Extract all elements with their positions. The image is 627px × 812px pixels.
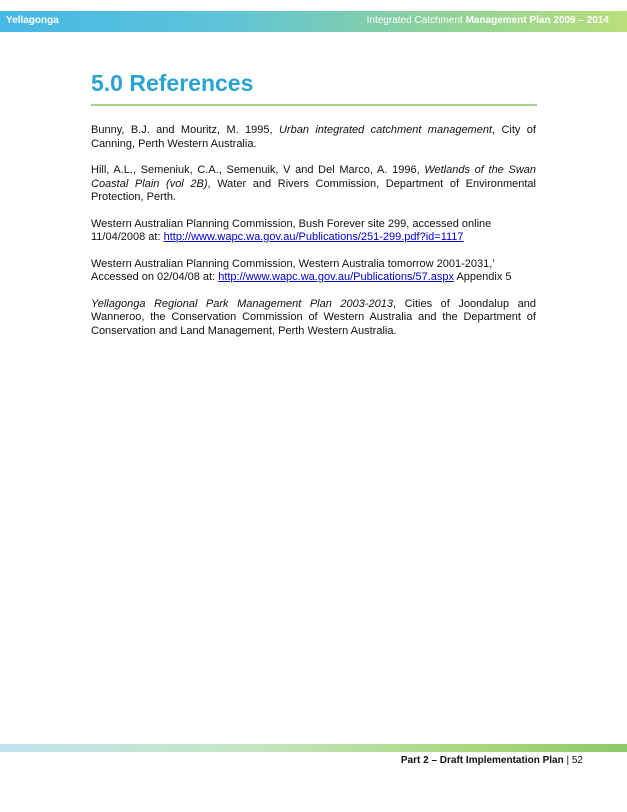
title-divider [91,104,537,106]
reference-text: , City of Canning, Perth Western Australia. [91,124,536,150]
reference-link[interactable]: http://www.wapc.wa.gov.au/Publications/57.aspx [218,271,455,283]
reference-text: Western Australian Planning Commission, Western Australia tomorrow 2001-2031,’ [91,257,495,270]
reference-item [91,218,536,245]
footer-page-label [401,755,583,766]
reference-text: Accessed on 02/04/08 at: [91,271,219,283]
reference-item [91,298,536,339]
header-plan-title-plain: Integrated Catchment [366,15,466,26]
reference-text: 11/04/2008 at: [91,231,164,243]
reference-title: Wetlands of the Swan Coastal Plain (vol 2B) [91,164,536,190]
reference-item [91,124,536,151]
page-number: 52 [571,755,583,766]
reference-title: Yellagonga Regional Park Management Plan 2003-2013 [91,297,393,310]
header-plan-title [367,15,609,26]
reference-item [91,258,536,285]
reference-text: Western Australian Planning Commission, Bush Forever site 299, accessed online [91,217,492,230]
footer-separator: | [563,755,572,766]
reference-text: Hill, A.L., Semeniuk, C.A., Semenuik, V and Del Marco, A. 1996, [91,164,425,176]
reference-text: , Cities of Joondalup and Wanneroo, the Conservation Commission of Western Australia and the Department of Conservation and Land Management, Perth Western Australia. [91,297,536,337]
reference-text: , Water and Rivers Commission, Department of Environmental Protection, Perth. [91,177,536,203]
reference-text: Bunny, B.J. and Mouritz, M. 1995, [91,124,279,136]
references-list [91,124,536,351]
reference-item [91,164,536,205]
header-plan-title-bold: Management Plan 2009 – 2014 [465,15,609,26]
page-title: 5.0 References [91,70,254,96]
footer-section-title: Part 2 – Draft Implementation Plan [400,755,564,766]
reference-text: Appendix 5 [454,271,512,283]
header-park-name: Yellagonga [6,15,59,26]
reference-link[interactable]: http://www.wapc.wa.gov.au/Publications/251-299.pdf?id=1117 [163,231,464,243]
reference-title: Urban integrated catchment management [278,124,493,136]
footer-band [0,744,627,752]
